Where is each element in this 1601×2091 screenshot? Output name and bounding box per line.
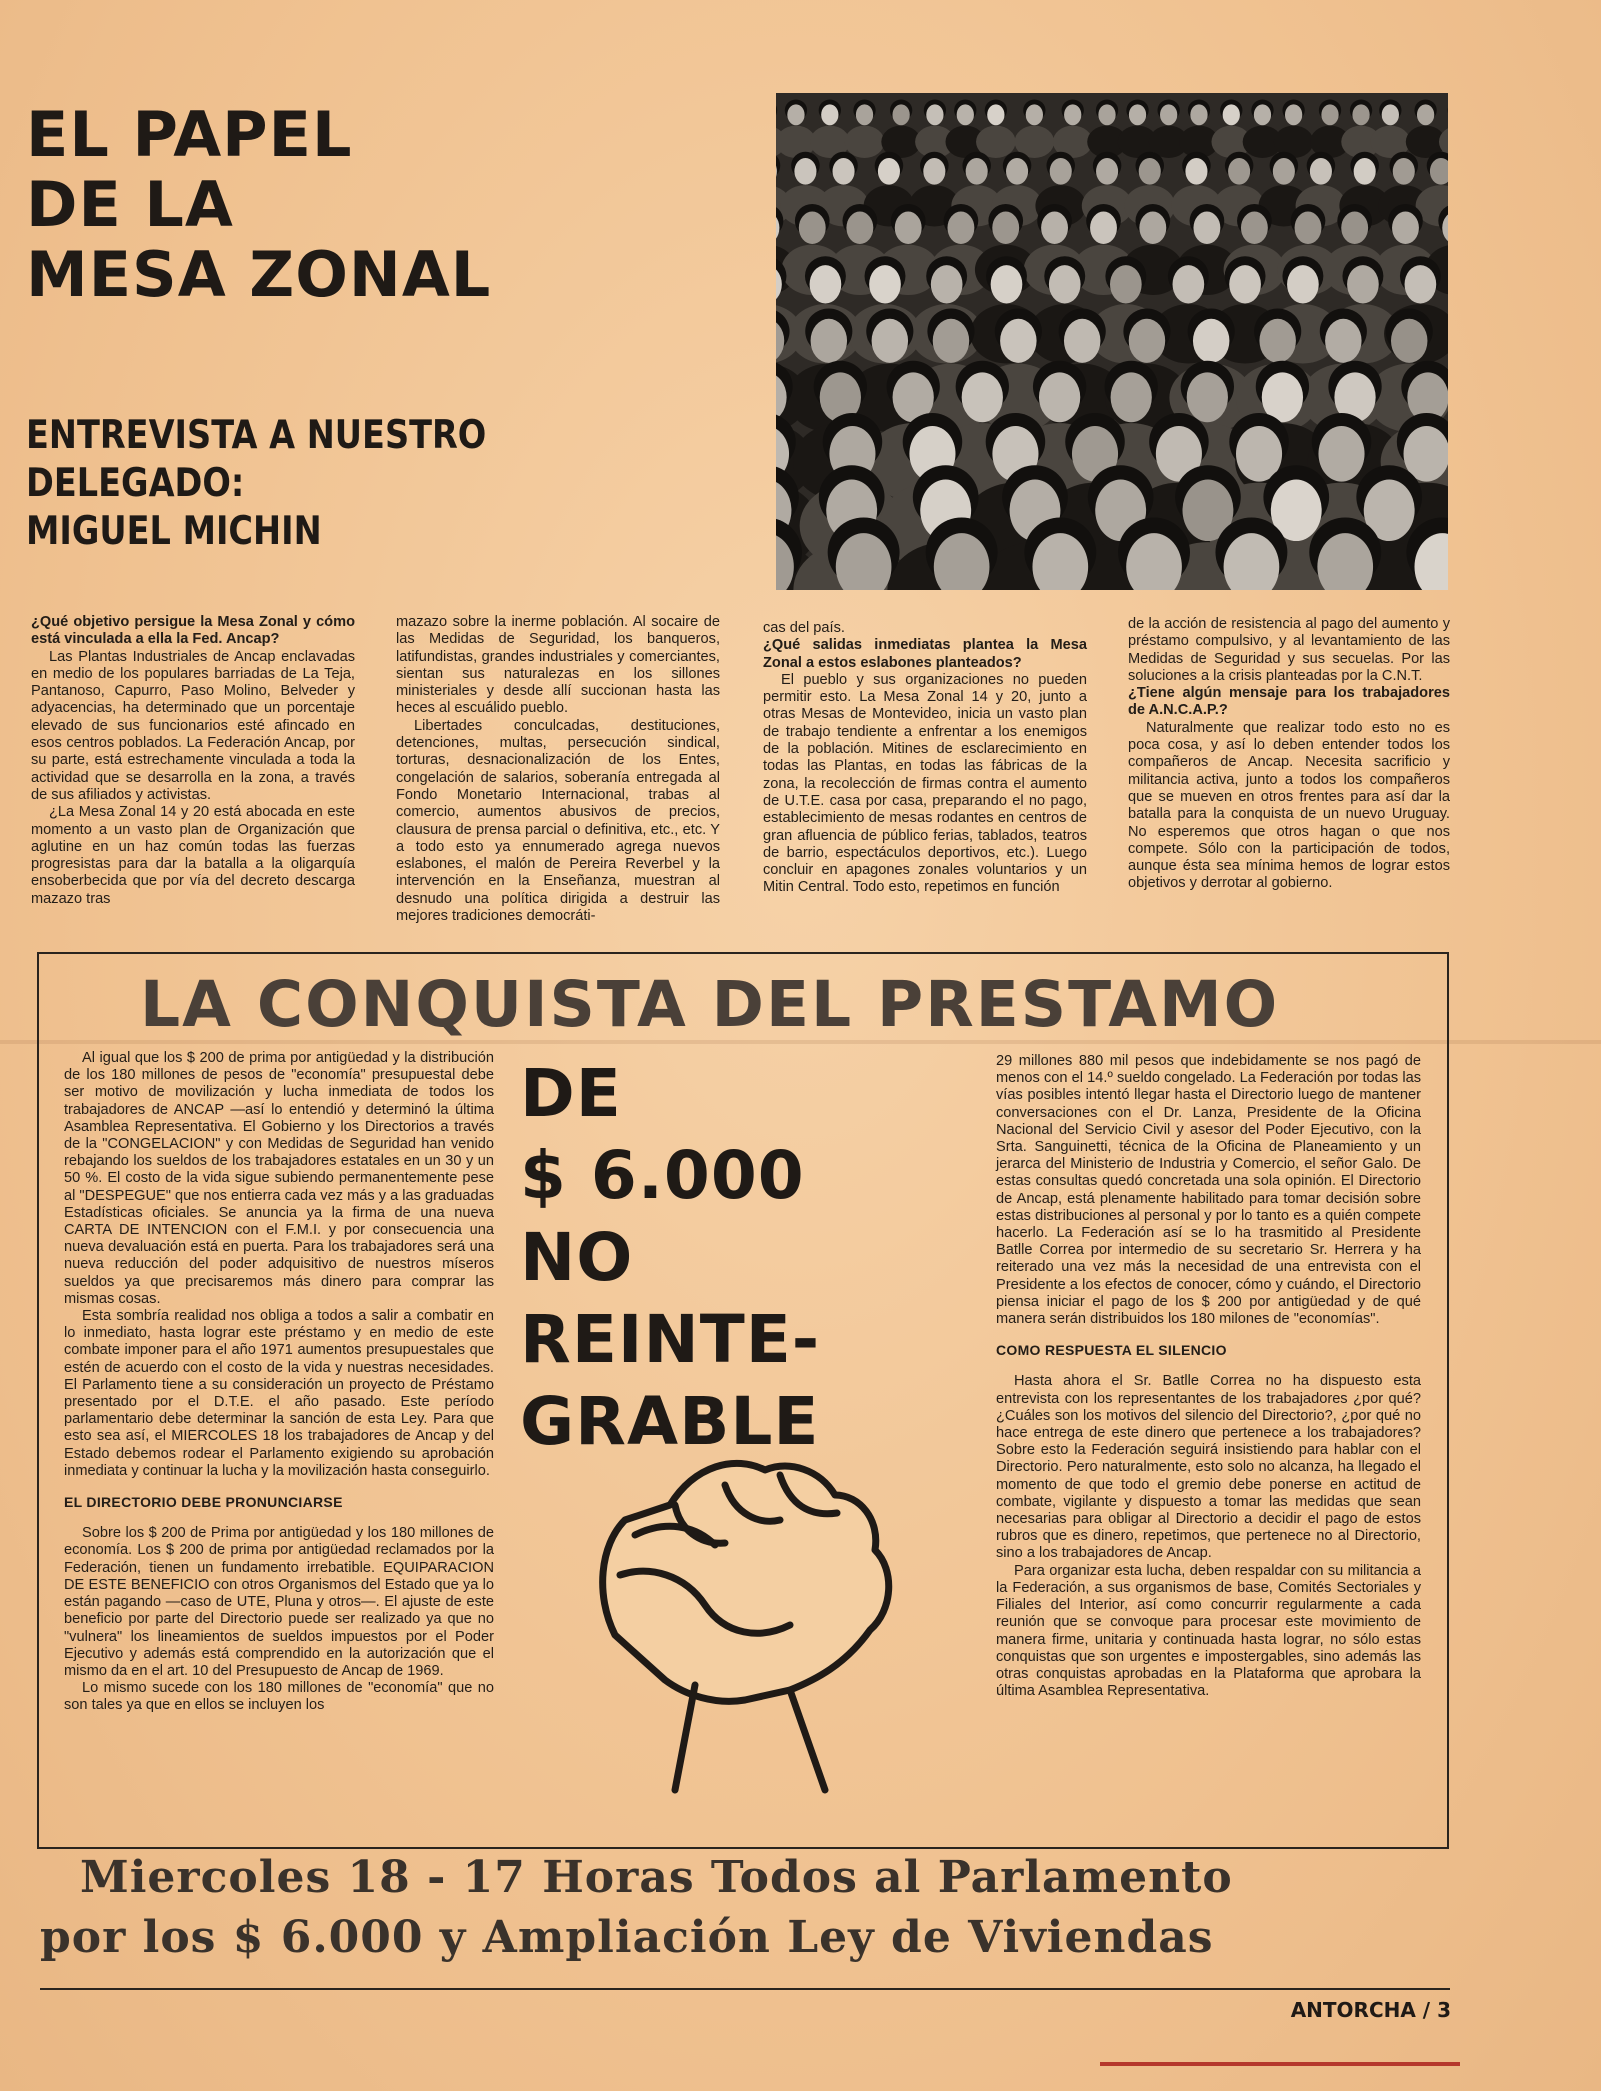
prestamo-title: LA CONQUISTA DEL PRESTAMO <box>140 968 1280 1041</box>
subhead-line: ENTREVISTA A NUESTRO <box>26 413 487 458</box>
paragraph: 29 millones 880 mil pesos que indebidamente se nos pagó de menos con el 14.º sueldo congelado. La Federación por todas las vías posibles intentó llegar hasta el Directorio luego de mantener conversaciones con el Dr. Lanza, Presidente de la Oficina Nacional del Servicio Civil y asesor del Poder Ejecutivo, con la Srta. Sanguinetti, técnica de la Oficina de Planeamiento y un jerarca del Ministerio de Industria y Comercio, el señor Galo. De estas consultas quedó concretada una sola opinión. El Directorio de Ancap, está plenamente habilitado para tomar decisión sobre estas distribuciones al personal y por lo tanto es a quién compete hacerlo. La Federación así se lo ha trasmitido al Presidente Batlle Correa por intermedio de su secretario Sr. Herrera y ha reiterado una vez más la necesidad de una entrevista con el Presidente a los efectos de conocer, cómo y cuándo, el Directorio piensa iniciar el pago de los $ 200 por antigüedad y de qué manera serán distribuidos los 180 milones de "economías". <box>996 1053 1421 1328</box>
red-mark <box>1100 2062 1460 2066</box>
paragraph: de la acción de resistencia al pago del aumento y préstamo compulsivo, y al levantamiento de las Medidas de Seguridad y sus secuelas. Por las soluciones a la crisis planteadas por la C.N.T. <box>1128 616 1450 684</box>
crowd-photo <box>776 93 1448 590</box>
paragraph: mazazo sobre la inerme población. Al socaire de las Medidas de Seguridad, los banqueros, latifundistas, grandes industriales y comerciantes, sientan sus naturalezas en los sillones ministeriales y desde allí succionan hasta las heces al escuálido pueblo. <box>396 614 720 717</box>
paragraph: Hasta ahora el Sr. Batlle Correa no ha dispuesto esta entrevista con los representantes de los trabajadores ¿por qué? ¿Cuáles son los motivos del silencio del Directorio?, ¿por qué no hace entrega de este dinero que pertenece a los trabajadores? Sobre esto la Federación seguirá insistiendo para hablar con el Directorio. Pero naturalmente, esto solo no alcanza, ha llegado el momento de que todo el gremio debe ponerse en actitud de combate, vigilante y dispuesto a tomar las medidas que sean necesarias para obligar al Directorio a decidir el pago de estos rubros que es dinero, repetimos, que pertenece no al Directorio, sino a los trabajadores de Ancap. <box>996 1373 1421 1562</box>
paragraph: Esta sombría realidad nos obliga a todos a salir a combatir en lo inmediato, hasta lograr este préstamo y en medio de este combate imponer para el año 1971 aumentos presupuestales que estén de acuerdo con el costo de la vida y nuestras necesidades. El Parlamento tiene a su consideración un proyecto de Préstamo presentado por el D.T.E. el año pasado. Este período parlamentario debe determinar la sanción de esta Ley. Para que esto sea así, el MIERCOLES 18 los trabajadores de Ancap y del Estado debemos rodear el Parlamento exigiendo su aprobación inmediata y continuar la lucha y la movilización hasta conseguirlo. <box>64 1308 494 1479</box>
paragraph: Libertades conculcadas, destituciones, detenciones, multas, persecución sindical, torturas, desnacionalización de los Entes, congelación de salarios, soberanía entregada al Fondo Monetario Internacional, trabas al comercio, aumentos abusivos de precios, clausura de prensa parcial o definitiva, etc., etc. Y a todo esto ya ennumerado agrega nuevos eslabones, el malón de Pereira Reverbel y la intervención en la Enseñanza, muestran al desnudo una política dirigida a destruir las mejores tradiciones democráti- <box>396 717 720 925</box>
big-heading-line: GRABLE <box>520 1383 820 1460</box>
prestamo-big-heading <box>520 1053 820 1463</box>
subhead-line: DELEGADO: <box>26 461 245 506</box>
headline-line: EL PAPEL <box>26 98 353 171</box>
page-footer: ANTORCHA / 3 <box>1290 1998 1451 2022</box>
paragraph: Lo mismo sucede con los 180 millones de "economía" que no son tales ya que en ellos se incluyen los <box>64 1680 494 1714</box>
section-heading: EL DIRECTORIO DEBE PRONUNCIARSE <box>64 1494 343 1511</box>
banner-line-2: por los $ 6.000 y Ampliación Ley de Viviendas <box>40 1912 1214 1963</box>
headline-line: DE LA <box>26 168 234 241</box>
interview-question: ¿Qué salidas inmediatas plantea la Mesa Zonal a estos eslabones planteados? <box>763 637 1087 671</box>
subhead-line: MIGUEL MICHIN <box>26 509 322 554</box>
big-heading-line: DE <box>520 1055 622 1132</box>
big-heading-line: NO <box>520 1219 634 1296</box>
interview-question: ¿Tiene algún mensaje para los trabajadores de A.N.C.A.P.? <box>1128 685 1450 719</box>
paragraph: cas del país. <box>763 620 845 636</box>
paragraph: Para organizar esta lucha, deben respaldar con su militancia a la Federación, a sus organismos de base, Comités Sectoriales y Filiales del Interior, así como concurrir regularmente a cada reunión que se convoque para procesar este movimiento de manera firme, unitaria y continuada hasta lograr, no sólo estas conquistas que son urgentes e impostergables, sino además las otras conquistas aprobadas en la Plataforma que aprobara la última Asamblea Representativa. <box>996 1562 1421 1700</box>
prestamo-left-column <box>64 1050 494 1715</box>
prestamo-right-column <box>996 1053 1421 1700</box>
paragraph: Sobre los $ 200 de Prima por antigüedad y los 180 millones de economía. Los $ 200 de prima por antigüedad reclamados por la Federación, tienen un fundamento irrebatible. EQUIPARACION DE ESTE BENEFICIO con otros Organismos del Estado que ya lo están pagando —caso de UTE, Pluna y otros—. El ajuste de este beneficio por parte del Directorio puede ser realizado ya que no "vulnera" los lineamientos de sueldos impuestos por el Poder Ejecutivo y además está comprendido en la autorización que el mismo da en el art. 10 del Presupuesto de Ancap de 1969. <box>64 1525 494 1679</box>
big-heading-line: $ 6.000 <box>520 1137 805 1214</box>
raised-fist-icon <box>575 1425 905 1795</box>
article-column-1 <box>31 614 355 908</box>
paragraph: Las Plantas Industriales de Ancap enclavadas en medio de los populares barriadas de La Teja, Pantanoso, Capurro, Paso Molino, Belveder y adyacencias, ha determinado que un porcentaje elevado de sus funcionarios esté afincado en esos centros poblados. La Federación Ancap, por su parte, está estrechamente vinculada a toda la actividad que se desarrolla en la zona, a través de sus afiliados y activistas. <box>31 648 355 803</box>
article-column-2 <box>396 614 720 925</box>
paragraph: ¿La Mesa Zonal 14 y 20 está abocada en este momento a un vasto plan de Organización que aglutine en un haz común todas las fuerzas progresistas para dar la batalla a la oligarquía ensoberbecida que por vía del decreto descarga mazazo tras <box>31 804 355 907</box>
paragraph: Naturalmente que realizar todo esto no es poca cosa, y así lo deben entender todos los compañeros de Ancap. Necesita sacrificio y militancia activa, junto a todos los compañeros que se mueven en otros frentes para así dar la batalla para la conquista de un nuevo Uruguay. No esperemos que otros hagan o que nos compete. Sólo con la participación de todos, aunque ésta sea mínima hemos de lograr estos objetivos y derrotar al gobierno. <box>1128 719 1450 892</box>
paragraph: El pueblo y sus organizaciones no pueden permitir esto. La Mesa Zonal 14 y 20, junto a otras Mesas de Montevideo, inicia un vasto plan de trabajo tendiente a enfrentar a los enemigos de la población. Mitines de esclarecimiento en todas las Plantas, en todas las fábricas de la zona, la recolección de firmas contra el aumento de U.T.E. casa por casa, preparando el no pago, establecimiento de mesas rodantes en centros de gran afluencia de público ferias, tablados, teatros de barrio, espectáculos deportivos, etc.). Luego concluir en apagones zonales voluntarios y un Mitin Central. Todo esto, repetimos en función <box>763 671 1087 896</box>
article-column-3 <box>763 620 1087 897</box>
footer-rule <box>40 1988 1450 1990</box>
paragraph: Al igual que los $ 200 de prima por antigüedad y la distribución de los 180 millones de pesos de "economía" presupuestal debe ser motivo de movilización y lucha inmediata de todos los trabajadores de ANCAP —así lo entendió y determinó la última Asamblea Representativa. El Gobierno y los Directorios a través de la "CONGELACION" y con Medidas de Seguridad han venido rebajando los sueldos de los trabajadores estatales en un 30 y un 50 %. El costo de la vida sigue subiendo permanentemente pese al "DESPEGUE" que nos entierra cada vez más y a las graduadas Estadísticas oficiales. Se anuncia ya la firma de una nueva CARTA DE INTENCION con el F.M.I. y por consecuencia una nueva devaluación está en puerta. Para los trabajadores será una nueva reducción del poder adquisitivo de nuestros míseros sueldos ya que precisaremos más dinero para comprar las mismas cosas. <box>64 1050 494 1307</box>
big-heading-line: REINTE- <box>520 1301 821 1378</box>
article-column-4 <box>1128 616 1450 893</box>
subheadline <box>26 412 486 556</box>
section-heading: COMO RESPUESTA EL SILENCIO <box>996 1342 1227 1359</box>
interview-question: ¿Qué objetivo persigue la Mesa Zonal y cómo está vinculada a ella la Fed. Ancap? <box>31 614 355 648</box>
headline-line: MESA ZONAL <box>26 238 492 311</box>
crowd-photo-graphic <box>776 93 1448 590</box>
headline <box>26 100 491 310</box>
banner-line-1: Miercoles 18 - 17 Horas Todos al Parlamento <box>80 1852 1233 1903</box>
